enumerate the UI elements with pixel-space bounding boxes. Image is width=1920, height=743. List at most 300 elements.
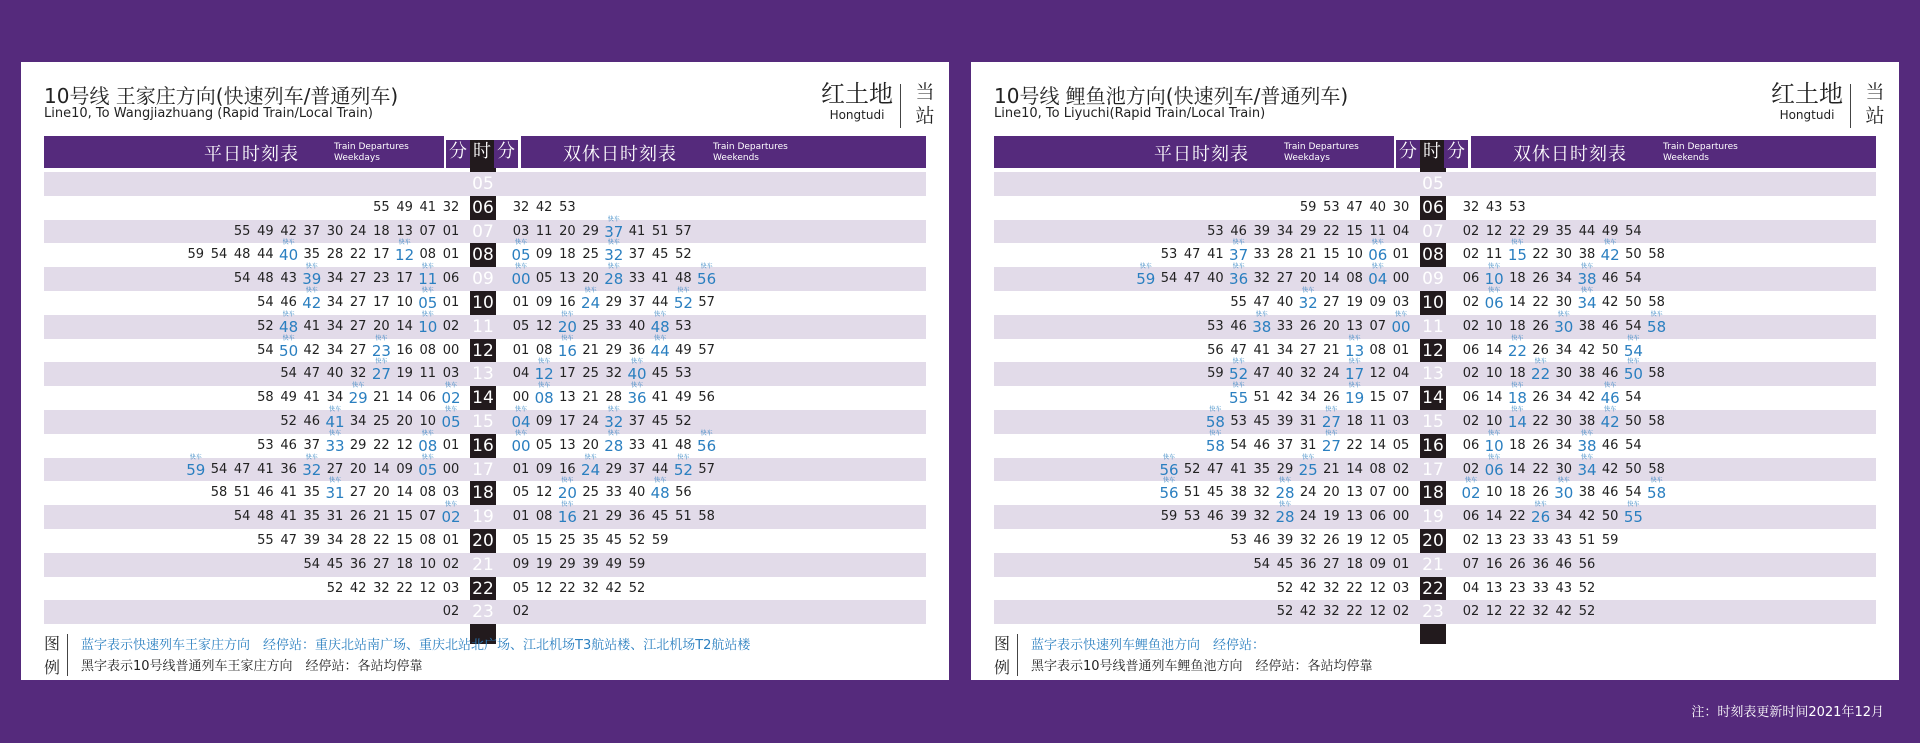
- weekend-minute: 52: [628, 580, 646, 596]
- weekend-minute: 46: [1601, 485, 1619, 501]
- weekday-minute: 47: [1346, 199, 1363, 215]
- station-name-en: Hongtudi: [829, 108, 885, 122]
- weekend-minute: 32: [512, 199, 530, 215]
- weekday-minute: 26: [1323, 532, 1340, 548]
- hour-cell: 21: [1422, 554, 1444, 575]
- hour-cell: 10: [472, 292, 494, 313]
- weekend-minute: 24: [582, 413, 599, 429]
- weekday-minute: 08: [1346, 271, 1363, 287]
- weekday-minute: 08: [419, 342, 437, 358]
- weekend-minute: 12: [1485, 604, 1503, 620]
- weekday-minute: 55: [257, 532, 274, 548]
- weekday-minute: 52: [257, 318, 274, 334]
- weekday-minute: 25: [373, 413, 390, 429]
- weekend-minute: 14: [1509, 461, 1526, 477]
- timetable-panel-liyuchi: [971, 62, 1899, 680]
- weekend-minute: 08: [535, 509, 553, 525]
- weekday-minute-express: 快车 27: [1319, 414, 1343, 430]
- weekend-minute-express: 快车 52: [671, 462, 695, 478]
- weekend-minute: 02: [1462, 461, 1480, 477]
- weekday-minute: 35: [1253, 461, 1271, 477]
- weekend-minute: 51: [651, 223, 669, 239]
- weekday-minute: 38: [1230, 485, 1247, 501]
- weekend-minute-express: 快车 12: [532, 366, 556, 382]
- weekday-minute: 27: [1323, 556, 1340, 572]
- weekday-minute: 49: [280, 390, 297, 406]
- weekend-minute: 30: [1555, 413, 1573, 429]
- weekday-minute: 47: [1230, 342, 1247, 358]
- weekend-minute: 10: [1485, 485, 1503, 501]
- weekend-minute-express: 快车 16: [555, 509, 579, 525]
- weekend-minute: 35: [582, 532, 599, 548]
- weekend-minute: 54: [1625, 318, 1642, 334]
- weekday-minute: 10: [1346, 247, 1363, 263]
- weekend-minute-express: 快车 08: [532, 390, 556, 406]
- weekday-minute: 53: [257, 437, 274, 453]
- weekday-minute: 07: [1369, 485, 1387, 501]
- panel-title-cn: 10号线 王家庄方向(快速列车/普通列车): [44, 84, 399, 108]
- weekday-minute: 19: [1323, 509, 1340, 525]
- weekend-minute: 17: [559, 413, 576, 429]
- weekday-minute: 47: [1253, 366, 1271, 382]
- weekend-minute: 33: [605, 485, 623, 501]
- weekday-minute: 41: [1230, 461, 1247, 477]
- weekend-minute-express: 快车 30: [1552, 485, 1576, 501]
- weekday-minute: 42: [1276, 390, 1294, 406]
- weekday-minute: 54: [303, 556, 321, 572]
- weekday-minute: 08: [419, 247, 437, 263]
- weekend-minute: 52: [1578, 604, 1596, 620]
- hour-cell: 22: [472, 578, 494, 599]
- weekend-en-line1: Train Departures: [713, 142, 788, 152]
- weekday-minute: 15: [396, 532, 413, 548]
- weekend-minute-express: 快车 28: [602, 438, 626, 454]
- weekday-minute: 14: [396, 318, 413, 334]
- weekend-minute: 25: [582, 485, 599, 501]
- weekday-minute: 35: [303, 247, 321, 263]
- weekday-minute-express: 快车 27: [1319, 438, 1343, 454]
- weekday-minute: 34: [326, 271, 344, 287]
- weekday-minute: 24: [1323, 366, 1340, 382]
- weekday-minute: 20: [373, 485, 390, 501]
- weekday-minute-express: 快车 12: [393, 247, 417, 263]
- weekday-minute: 22: [1323, 223, 1340, 239]
- weekday-minute: 20: [1323, 485, 1340, 501]
- hour-cell: 12: [1422, 340, 1444, 361]
- weekday-minute: 56: [1207, 342, 1224, 358]
- weekend-minute-express: 快车 30: [1552, 319, 1576, 335]
- weekend-minute: 41: [651, 271, 669, 287]
- weekend-minute: 23: [1509, 580, 1526, 596]
- hour-cell: 07: [472, 221, 494, 242]
- weekday-minute: 18: [396, 556, 413, 572]
- weekend-minute: 29: [605, 461, 623, 477]
- weekday-minute: 00: [442, 461, 460, 477]
- hour-cell: 21: [472, 554, 494, 575]
- timetable-panel-wangjiazhuang: [21, 62, 949, 680]
- weekend-minute-express: 快车 48: [648, 319, 672, 335]
- weekend-minute: 50: [1601, 509, 1619, 525]
- weekday-minute-express: 快车 50: [277, 343, 301, 359]
- weekend-minute: 53: [675, 318, 692, 334]
- weekday-minute-express: 快车 00: [1389, 319, 1413, 335]
- weekend-minute: 37: [628, 413, 646, 429]
- weekday-minute: 16: [396, 342, 413, 358]
- weekday-minute: 14: [1346, 461, 1363, 477]
- weekday-minute: 41: [303, 318, 321, 334]
- weekday-minute: 08: [1369, 342, 1387, 358]
- weekend-minute: 42: [1601, 294, 1619, 310]
- weekend-minute: 37: [628, 247, 646, 263]
- weekday-minute: 27: [1299, 342, 1317, 358]
- weekend-en-line2: Weekends: [713, 153, 759, 163]
- weekday-minute: 34: [1276, 342, 1294, 358]
- weekday-minute: 12: [1369, 580, 1387, 596]
- weekday-minute: 12: [1369, 604, 1387, 620]
- weekend-minute: 33: [1532, 580, 1549, 596]
- weekday-minute: 21: [373, 509, 390, 525]
- table-row: [994, 434, 1876, 458]
- weekday-minute: 12: [1369, 366, 1387, 382]
- weekday-minute: 01: [442, 223, 460, 239]
- weekday-minute: 34: [1276, 223, 1294, 239]
- table-row: [994, 172, 1876, 196]
- weekday-minute: 09: [1369, 294, 1387, 310]
- weekday-minute: 48: [233, 247, 251, 263]
- hour-cell: 08: [472, 245, 494, 266]
- weekday-minute: 47: [1183, 247, 1201, 263]
- weekday-minute: 52: [1276, 604, 1294, 620]
- weekend-minute: 02: [1462, 366, 1480, 382]
- table-row: [994, 600, 1876, 624]
- table-row: [994, 553, 1876, 577]
- weekday-minute: 53: [1183, 509, 1201, 525]
- weekend-minute-express: 快车 06: [1482, 462, 1506, 478]
- weekend-minute: 44: [1578, 223, 1596, 239]
- weekend-minute: 49: [1601, 223, 1619, 239]
- weekend-minute: 06: [1462, 509, 1480, 525]
- weekday-minute: 42: [303, 342, 321, 358]
- weekday-minute: 41: [280, 509, 297, 525]
- weekend-minute-express: 快车 32: [602, 414, 626, 430]
- weekday-minute: 32: [1299, 366, 1317, 382]
- weekday-minute: 54: [233, 509, 251, 525]
- weekday-minute: 40: [1207, 271, 1224, 287]
- weekday-minute: 19: [1346, 294, 1363, 310]
- weekday-minute: 32: [1323, 604, 1340, 620]
- table-row: [44, 172, 926, 196]
- weekday-minute: 31: [1299, 413, 1317, 429]
- update-note: 注：时刻表更新时间2021年12月: [1691, 705, 1884, 720]
- weekend-minute: 06: [1462, 342, 1480, 358]
- hour-cell: 05: [472, 174, 494, 194]
- weekend-minute-express: 快车 56: [695, 438, 719, 454]
- weekday-title-en: [334, 142, 409, 164]
- weekend-minute: 45: [651, 366, 669, 382]
- weekday-minute: 39: [1230, 509, 1247, 525]
- divider: [1017, 634, 1018, 676]
- weekday-minute: 11: [1369, 413, 1387, 429]
- weekday-minute: 41: [1253, 342, 1271, 358]
- table-row: [44, 362, 926, 386]
- weekend-minute: 20: [559, 223, 576, 239]
- weekend-minute: 22: [1509, 604, 1526, 620]
- weekend-minute-express: 快车 52: [671, 295, 695, 311]
- weekday-minute-express: 快车 06: [1366, 247, 1390, 263]
- weekend-minute: 53: [1509, 199, 1526, 215]
- weekend-title: 双休日时刻表: [1513, 144, 1627, 165]
- weekday-minute: 22: [373, 437, 390, 453]
- weekend-minute: 02: [1462, 604, 1480, 620]
- weekend-minute: 54: [1625, 390, 1642, 406]
- weekend-minute: 16: [559, 294, 576, 310]
- weekday-minute: 42: [349, 580, 367, 596]
- weekday-minute: 58: [210, 485, 228, 501]
- weekday-minute-express: 快车 29: [346, 390, 370, 406]
- hour-cell: 16: [1422, 435, 1444, 456]
- table-row: [44, 505, 926, 529]
- table-row: [44, 600, 926, 624]
- weekday-minute: 46: [1253, 532, 1271, 548]
- weekend-minute: 18: [1509, 271, 1526, 287]
- weekday-minute: 22: [1346, 437, 1363, 453]
- weekend-minute: 18: [559, 247, 576, 263]
- weekend-minute: 54: [1625, 485, 1642, 501]
- weekend-minute: 14: [1509, 294, 1526, 310]
- weekday-minute-express: 快车 37: [1227, 247, 1251, 263]
- weekend-minute: 34: [1555, 509, 1573, 525]
- weekday-minute: 08: [1369, 461, 1387, 477]
- weekday-minute: 55: [233, 223, 251, 239]
- weekday-minute: 32: [1299, 532, 1317, 548]
- weekend-minute: 02: [512, 604, 530, 620]
- column-header-hour: [1396, 136, 1469, 168]
- weekend-minute: 26: [1532, 485, 1549, 501]
- weekend-minute-express: 快车 14: [1505, 414, 1529, 430]
- weekday-minute: 42: [1299, 580, 1317, 596]
- weekday-minute: 54: [1230, 437, 1247, 453]
- panel-title-cn: 10号线 鲤鱼池方向(快速列车/普通列车): [994, 84, 1349, 108]
- weekday-minute: 37: [303, 223, 321, 239]
- weekend-minute: 22: [559, 580, 576, 596]
- weekend-minute: 04: [1462, 580, 1480, 596]
- weekend-minute: 14: [1485, 342, 1503, 358]
- weekend-minute-express: 快车 42: [1598, 247, 1622, 263]
- weekday-minute-express: 快车 42: [300, 295, 324, 311]
- weekday-minute: 20: [1299, 271, 1317, 287]
- weekday-minute: 02: [1392, 461, 1410, 477]
- weekend-minute: 51: [675, 509, 692, 525]
- weekday-minute: 47: [1207, 461, 1224, 477]
- timetable-rows: [44, 172, 926, 624]
- weekday-minute-express: 快车 02: [439, 509, 463, 525]
- weekend-minute: 23: [1509, 532, 1526, 548]
- weekend-minute: 12: [535, 485, 553, 501]
- weekend-minute: 32: [582, 580, 599, 596]
- weekday-minute: 19: [1346, 532, 1363, 548]
- divider: [900, 84, 901, 128]
- table-row: [994, 267, 1876, 291]
- weekday-minute: 17: [373, 294, 390, 310]
- weekday-minute: 14: [396, 485, 413, 501]
- weekday-minute: 18: [373, 223, 390, 239]
- weekday-minute: 17: [373, 247, 390, 263]
- station-name: [1771, 80, 1843, 122]
- hour-cell: 13: [472, 364, 494, 385]
- weekday-minute-express: 快车 41: [323, 414, 347, 430]
- weekday-minute: 03: [442, 366, 460, 382]
- weekday-minute: 20: [349, 461, 367, 477]
- weekend-minute: 13: [559, 437, 576, 453]
- weekend-minute: 22: [1509, 509, 1526, 525]
- weekday-minute: 32: [349, 366, 367, 382]
- weekday-minute: 47: [303, 366, 321, 382]
- weekend-minute: 16: [559, 461, 576, 477]
- weekday-minute: 01: [1392, 342, 1410, 358]
- weekday-minute-express: 快车 28: [1273, 509, 1297, 525]
- weekend-minute: 18: [1509, 485, 1526, 501]
- weekday-minute: 42: [280, 223, 297, 239]
- weekday-minute-express: 快车 59: [184, 462, 208, 478]
- weekday-minute-express: 快车 58: [1203, 438, 1227, 454]
- hour-cell: 19: [472, 507, 494, 528]
- weekday-minute: 13: [1346, 509, 1363, 525]
- weekday-minute: 46: [1230, 318, 1247, 334]
- weekend-minute: 46: [1555, 556, 1573, 572]
- weekday-minute: 54: [280, 366, 297, 382]
- weekday-minute-express: 快车 05: [416, 462, 440, 478]
- weekday-minute: 28: [1276, 247, 1294, 263]
- weekend-minute: 17: [559, 366, 576, 382]
- weekday-minute: 46: [1207, 509, 1224, 525]
- weekend-minute: 30: [1555, 461, 1573, 477]
- hour-cell: 14: [1422, 388, 1444, 409]
- weekend-minute: 29: [559, 556, 576, 572]
- weekday-minute: 15: [396, 509, 413, 525]
- weekend-minute: 32: [1532, 604, 1549, 620]
- weekend-minute: 40: [628, 485, 646, 501]
- minute-label-weekend: 分: [494, 140, 518, 168]
- weekend-minute: 29: [605, 509, 623, 525]
- hour-cell: 13: [1422, 364, 1444, 385]
- weekday-minute: 27: [1323, 294, 1340, 310]
- weekend-minute: 25: [559, 532, 576, 548]
- hour-cell: 05: [1422, 174, 1444, 194]
- weekday-minute-express: 快车 33: [323, 438, 347, 454]
- weekday-minute: 29: [1276, 461, 1294, 477]
- weekday-header: [44, 136, 444, 168]
- weekday-minute: 15: [1323, 247, 1340, 263]
- weekday-minute: 14: [373, 461, 390, 477]
- weekday-minute: 35: [303, 485, 321, 501]
- weekday-minute: 19: [396, 366, 413, 382]
- weekday-minute: 54: [257, 294, 274, 310]
- weekday-minute: 41: [257, 461, 274, 477]
- weekday-minute: 53: [1207, 223, 1224, 239]
- table-row: [44, 291, 926, 315]
- weekday-minute: 01: [1392, 556, 1410, 572]
- hour-cell: 11: [472, 316, 494, 337]
- weekend-minute: 46: [1601, 318, 1619, 334]
- weekday-minute: 07: [419, 509, 437, 525]
- weekend-minute: 33: [628, 437, 646, 453]
- weekday-minute-express: 快车 58: [1203, 414, 1227, 430]
- weekday-minute: 00: [1392, 485, 1410, 501]
- weekday-minute: 28: [349, 532, 367, 548]
- weekday-minute: 03: [1392, 580, 1410, 596]
- weekday-minute: 27: [349, 342, 367, 358]
- weekend-minute: 32: [605, 366, 623, 382]
- weekend-minute: 08: [535, 342, 553, 358]
- weekend-minute-express: 快车 46: [1598, 390, 1622, 406]
- weekend-minute: 09: [535, 461, 553, 477]
- weekday-en-line2: Weekdays: [334, 153, 380, 163]
- weekend-minute: 33: [605, 318, 623, 334]
- weekday-minute: 32: [1253, 509, 1271, 525]
- weekday-minute-express: 快车 56: [1157, 485, 1181, 501]
- weekend-header: [1471, 136, 1876, 168]
- weekday-minute-express: 快车 11: [416, 271, 440, 287]
- weekday-minute: 06: [442, 271, 460, 287]
- hour-cell: 07: [1422, 221, 1444, 242]
- weekday-minute: 22: [349, 247, 367, 263]
- weekend-minute: 34: [1555, 342, 1573, 358]
- weekend-minute: 14: [1485, 509, 1503, 525]
- hour-cell: 12: [472, 340, 494, 361]
- weekend-minute-express: 快车 16: [555, 343, 579, 359]
- weekend-minute: 52: [628, 532, 646, 548]
- table-row: [994, 220, 1876, 244]
- weekend-minute-express: 快车 28: [602, 271, 626, 287]
- weekday-minute-express: 快车 19: [1343, 390, 1367, 406]
- weekday-minute: 34: [1299, 390, 1317, 406]
- table-row: [994, 481, 1876, 505]
- weekday-minute: 54: [1160, 271, 1178, 287]
- weekend-minute-express: 快车 15: [1505, 247, 1529, 263]
- weekend-minute: 58: [1648, 461, 1665, 477]
- weekday-minute: 48: [257, 271, 274, 287]
- weekday-minute: 51: [1253, 390, 1271, 406]
- weekend-minute: 38: [1578, 366, 1596, 382]
- weekday-minute: 21: [1323, 342, 1340, 358]
- weekday-minute-express: 快车 56: [1157, 462, 1181, 478]
- weekend-minute: 22: [1532, 247, 1549, 263]
- weekend-minute: 18: [1509, 437, 1526, 453]
- weekend-minute: 05: [535, 437, 553, 453]
- table-row: [44, 434, 926, 458]
- station-name-en: Hongtudi: [1779, 108, 1835, 122]
- weekday-minute: 20: [1323, 318, 1340, 334]
- weekend-minute: 13: [559, 390, 576, 406]
- weekend-minute: 05: [512, 318, 530, 334]
- weekend-minute: 33: [1532, 532, 1549, 548]
- weekend-minute: 48: [675, 271, 692, 287]
- weekend-minute: 41: [651, 390, 669, 406]
- weekend-minute: 36: [1532, 556, 1549, 572]
- current-station-label: 当站: [1865, 81, 1885, 127]
- timetable-rows: [994, 172, 1876, 624]
- weekend-minute: 22: [1532, 413, 1549, 429]
- minute-label-weekday: 分: [446, 140, 470, 168]
- weekend-minute: 52: [1578, 580, 1596, 596]
- weekday-minute-express: 快车 05: [439, 414, 463, 430]
- hour-cell: 16: [472, 435, 494, 456]
- weekday-minute: 26: [349, 509, 367, 525]
- weekday-minute: 59: [1160, 509, 1178, 525]
- weekend-minute: 44: [651, 294, 669, 310]
- weekend-minute: 38: [1578, 247, 1596, 263]
- hour-cell: 09: [472, 269, 494, 290]
